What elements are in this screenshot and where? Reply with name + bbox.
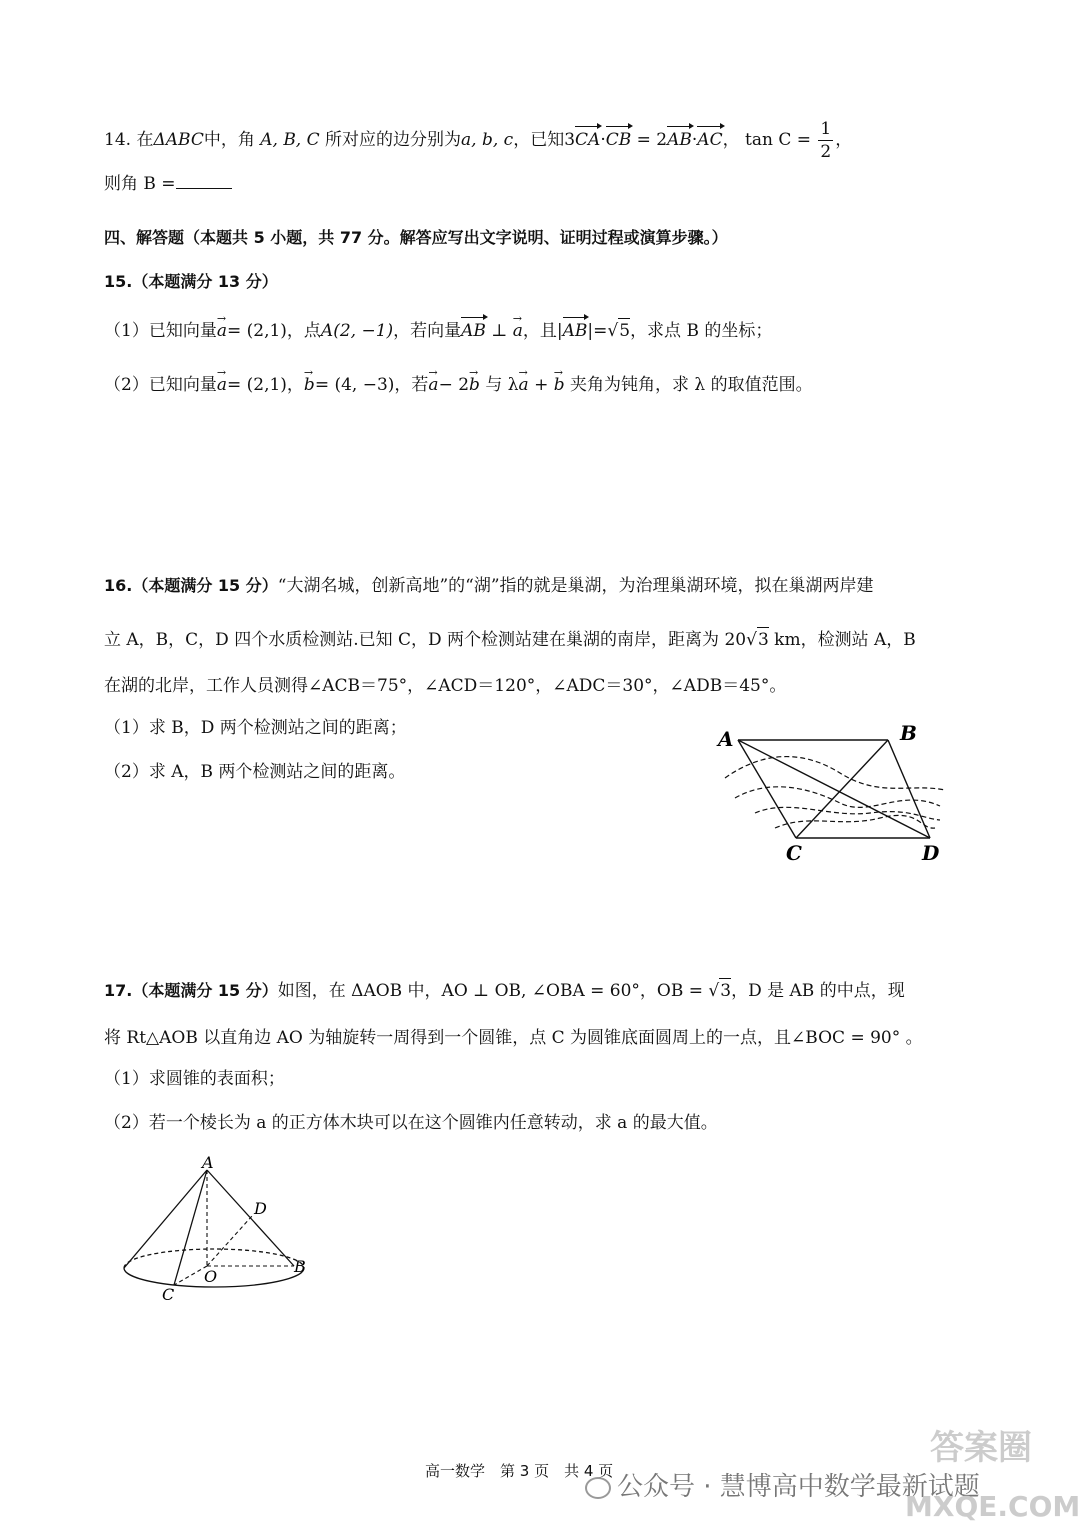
q14-number: 14.	[104, 130, 132, 150]
label-A: A	[718, 727, 734, 751]
vector-CB: CB	[605, 130, 632, 150]
lake-diagram	[710, 718, 950, 868]
q16-line1: 16.（本题满分 15 分）“大湖名城，创新高地”的“湖”指的就是巢湖，为治理巢湖环境，拟在巢湖两岸建	[104, 576, 874, 596]
vector-b: → b	[304, 373, 315, 397]
q15-part2: （2）已知向量→ a= (2,1)，→ b= (4, −3)，若→ a− 2→ b 与 λ→ a + → b 夹角为钝角，求 λ 的取值范围。	[104, 373, 813, 397]
label-B: B	[294, 1257, 306, 1276]
q17-header: 17.（本题满分 15 分）	[104, 981, 278, 1000]
generatrix-left	[124, 1170, 207, 1268]
q17-part1: （1）求圆锥的表面积；	[104, 1069, 285, 1089]
vector-CA: CA	[575, 130, 601, 150]
label-C: C	[162, 1285, 175, 1304]
q16-line2: 立 A，B，C，D 四个水质检测站.已知 C，D 两个检测站建在巢湖的南岸，距离为 20√3 km，检测站 A，B	[104, 627, 916, 652]
answer-blank[interactable]	[176, 170, 232, 189]
label-C: C	[786, 841, 802, 865]
q16-part2: （2）求 A，B 两个检测站之间的距离。	[104, 762, 406, 782]
q16-line3: 在湖的北岸，工作人员测得∠ACB＝75°，∠ACD＝120°，∠ADC＝30°，∠ADB＝45°。	[104, 676, 787, 696]
cone-diagram	[110, 1152, 320, 1308]
label-D: D	[922, 841, 940, 865]
vector-AC: AC	[697, 130, 723, 150]
label-A: A	[202, 1153, 214, 1172]
line-OD	[207, 1216, 252, 1266]
q14-line1: 14. 在ΔABC中，角 A, B, C 所对应的边分别为a, b, c，已知3CA·CB = 2AB·AC， tan C = $\frac{1}{2}$ ，	[104, 119, 853, 162]
line-AC	[174, 1170, 207, 1285]
vector-AB: AB	[461, 321, 486, 341]
q17-line1: 17.（本题满分 15 分）如图，在 ΔAOB 中，AO ⊥ OB, ∠OBA = 60°，OB = √3，D 是 AB 的中点，现	[104, 978, 905, 1003]
logo-watermark: 答案圈	[930, 1428, 1032, 1468]
q15-header: 15.（本题满分 13 分）	[104, 272, 278, 291]
wechat-icon	[585, 1477, 611, 1499]
label-B: B	[900, 721, 917, 745]
label-D: D	[254, 1199, 267, 1218]
section4-title: 四、解答题（本题共 5 小题，共 77 分。解答应写出文字说明、证明过程或演算步骤。）	[104, 228, 728, 247]
label-O: O	[204, 1267, 218, 1286]
q17-line2: 将 Rt△AOB 以直角边 AO 为轴旋转一周得到一个圆锥，点 C 为圆锥底面圆周上的一点，且∠BOC = 90° 。	[104, 1028, 923, 1048]
q14-line2: 则角 B =	[104, 170, 232, 196]
q16-header: 16.（本题满分 15 分）	[104, 576, 278, 595]
page-footer: 高一数学 第 3 页 共 4 页	[425, 1462, 614, 1480]
fraction-one-half: $\frac{1}{2}$	[820, 119, 832, 162]
q16-part1: （1）求 B，D 两个检测站之间的距离；	[104, 718, 407, 738]
q15-part1: （1）已知向量→ a= (2,1)，点A(2, −1)，若向量AB ⊥ → a，且|AB|=√5，求点 B 的坐标；	[104, 318, 772, 343]
wechat-watermark: 公众号 · 慧博高中数学最新试题	[585, 1466, 980, 1503]
shoreline-dashes	[725, 757, 945, 829]
q17-part2: （2）若一个棱长为 a 的正方体木块可以在这个圆锥内任意转动，求 a 的最大值。	[104, 1113, 718, 1133]
vector-a: → a	[217, 319, 227, 343]
line-BD	[888, 740, 930, 838]
line-BC	[796, 740, 888, 838]
vector-AB: AB	[667, 130, 692, 150]
site-watermark: MXQE.COM	[905, 1490, 1080, 1523]
